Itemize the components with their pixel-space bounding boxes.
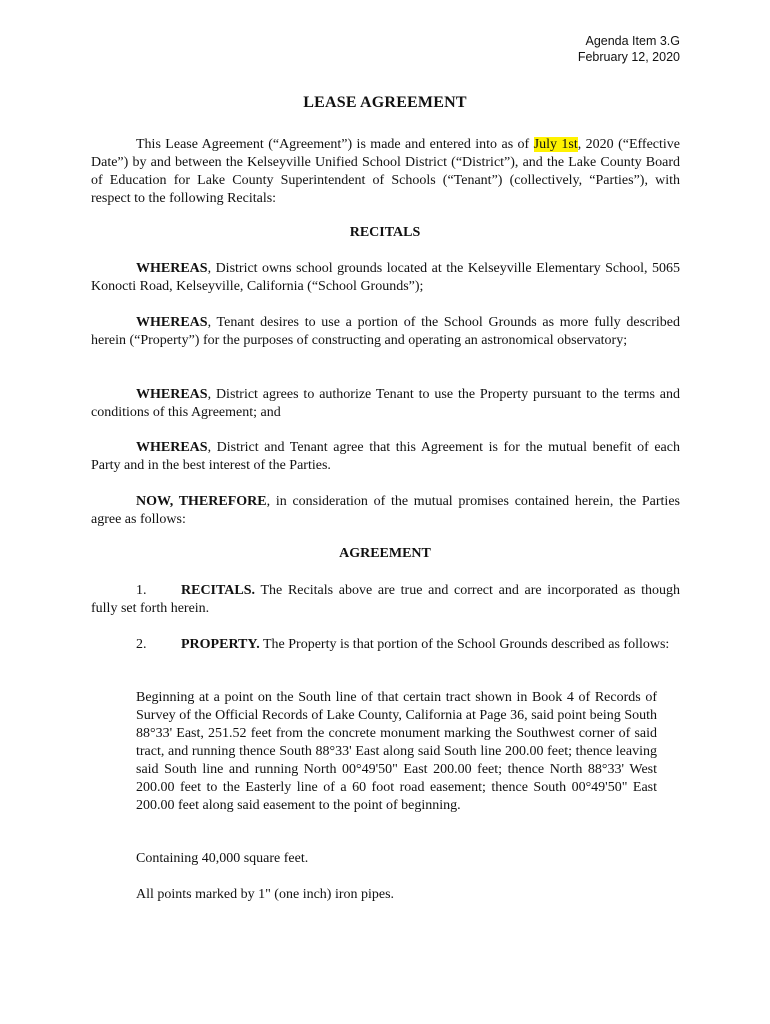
whereas-text: , District and Tenant agree that this Agreement is for the mutual benefit of each Party and in the best interest of the Parties. (91, 440, 680, 473)
whereas-text: , District agrees to authorize Tenant to use the Property pursuant to the terms and conditions of this Agreement; and (91, 387, 680, 420)
agenda-header (578, 33, 680, 65)
section-2 (91, 636, 680, 654)
agreement-heading: AGREEMENT (339, 546, 431, 561)
whereas-lead: WHEREAS (136, 387, 208, 402)
section-number: 2. (136, 637, 147, 652)
whereas-paragraph-2 (91, 314, 680, 350)
whereas-lead: WHEREAS (136, 315, 208, 330)
now-therefore-paragraph (91, 493, 680, 529)
whereas-paragraph-3 (91, 386, 680, 422)
intro-text-start: This Lease Agreement (“Agreement”) is made and entered into as of (136, 137, 534, 152)
section-1 (91, 582, 680, 618)
whereas-text: , Tenant desires to use a portion of the School Grounds as more fully described herein (“Property”) for the purposes of constructing and operating an astronomical observatory; (91, 315, 680, 348)
property-legal-description: Beginning at a point on the South line of that certain tract shown in Book 4 of Records of Survey of the Official Records of Lake County, California at Page 36, said point being South 88°33' East, 251.52 feet from the concrete monument marking the Southwest corner of said tract, and running thence South 88°33' East along said South line 200.00 feet; thence leaving said South line and running North 00°49'50" East 200.00 feet; thence North 88°33' West 200.00 feet to the Easterly line of a 60 foot road easement; thence South 00°49'50" East 200.00 feet along said easement to the point of beginning. (136, 690, 657, 813)
agenda-item-label: Agenda Item 3.G (585, 34, 680, 48)
whereas-text: , District owns school grounds located at the Kelseyville Elementary School, 5065 Konocti Road, Kelseyville, California (“School Grounds”); (91, 261, 680, 294)
recitals-heading: RECITALS (349, 225, 421, 240)
intro-text-end: , 2020 (“Effective Date”) by and between the Kelseyville Unified School District (“District”), and the Lake County Board of Education for Lake County Superintendent of Schools (“Tenant”) (collectively, “Parties”), with respect to the following Recitals: (91, 137, 680, 206)
whereas-lead: WHEREAS (136, 440, 208, 455)
document-title: LEASE AGREEMENT (303, 94, 467, 111)
now-therefore-lead: NOW, THEREFORE (136, 494, 267, 509)
section-heading: RECITALS. (181, 583, 256, 598)
intro-paragraph (91, 136, 680, 208)
agenda-date: February 12, 2020 (577, 50, 680, 64)
section-text: The Property is that portion of the School Grounds described as follows: (259, 637, 670, 652)
section-number: 1. (136, 583, 147, 598)
section-heading: PROPERTY. (181, 637, 260, 652)
effective-date-highlight: July 1st (533, 137, 578, 152)
section-text: The Recitals above are true and correct and are incorporated as though fully set forth herein. (91, 583, 680, 616)
points-statement: All points marked by 1" (one inch) iron pipes. (136, 887, 395, 902)
whereas-paragraph-1 (91, 260, 680, 296)
now-therefore-text: , in consideration of the mutual promises contained herein, the Parties agree as follows: (91, 494, 680, 527)
whereas-paragraph-4 (91, 439, 680, 475)
whereas-lead: WHEREAS (136, 261, 208, 276)
area-statement: Containing 40,000 square feet. (136, 851, 309, 866)
